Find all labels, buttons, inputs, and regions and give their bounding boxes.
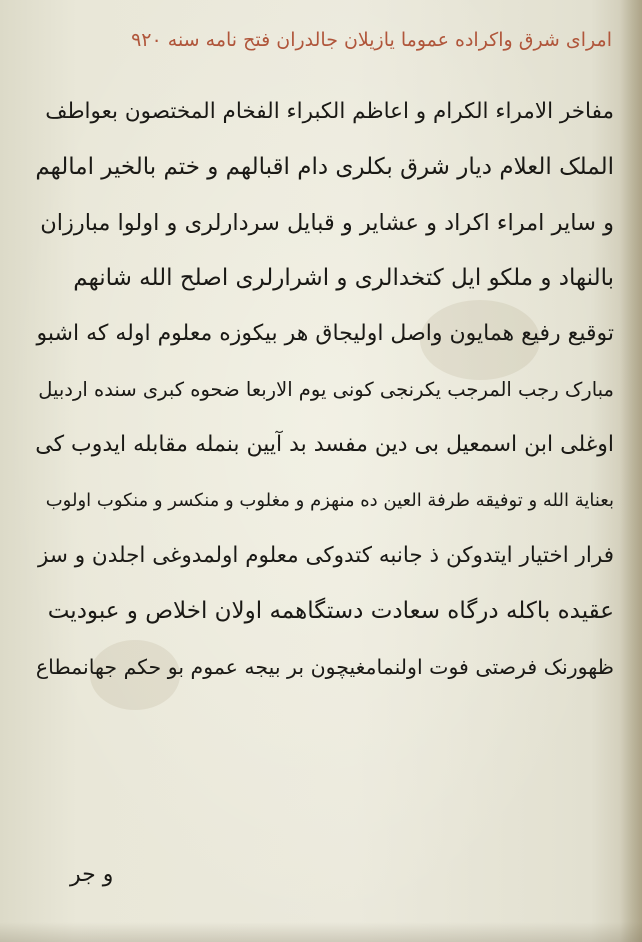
text-line: مبارک رجب المرجب یکرنجی کونی یوم الاربعا ضحوه کبری سنده اردبیل bbox=[38, 377, 614, 401]
catchword: و جر bbox=[70, 862, 114, 887]
rubric-heading: امرای شرق واکراده عموما یازیلان جالدران فتح نامه سنه ۹۲۰ bbox=[131, 29, 612, 51]
text-line: بالنهاد و ملکو ایل کتخدالری و اشرارلری اصلح الله شانهم bbox=[73, 265, 614, 292]
text-line: مفاخر الامراء الکرام و اعاظم الکبراء الفخام المختصون بعواطف bbox=[45, 99, 614, 125]
text-line: و سایر امراء اکراد و عشایر و قبایل سردارلری و اولوا مبارزان bbox=[40, 209, 614, 236]
text-line: الملک العلام دیار شرق بکلری دام اقبالهم و ختم بالخیر امالهم bbox=[35, 154, 614, 181]
text-line: عقیده باکله درگاه سعادت دستگاهمه اولان اخلاص و عبودیت bbox=[47, 598, 614, 625]
text-line: توقیع رفیع همایون واصل اولیجاق هر بیکوزه معلوم اوله که اشبو bbox=[36, 321, 614, 347]
text-line: فرار اختیار ایتدوکن ذ جانبه کتدوکی معلوم اولمدوغی اجلدن و سز bbox=[38, 543, 614, 569]
page-bottom-shadow bbox=[0, 922, 642, 942]
text-line: ظهورنک فرصتی فوت اولنمامغیچون بر بیجه عموم بو حکم جهانمطاع bbox=[35, 654, 614, 679]
text-line: بعنایة الله و توفیقه طرفة العین ده منهزم و مغلوب و منکسر و منکوب اولوب bbox=[45, 489, 614, 511]
text-line: اوغلی ابن اسمعیل بی دین مفسد بد آیین بنمله مقابله ایدوب کی bbox=[35, 432, 614, 458]
manuscript-text bbox=[34, 84, 614, 695]
page-edge-shadow bbox=[620, 0, 642, 942]
